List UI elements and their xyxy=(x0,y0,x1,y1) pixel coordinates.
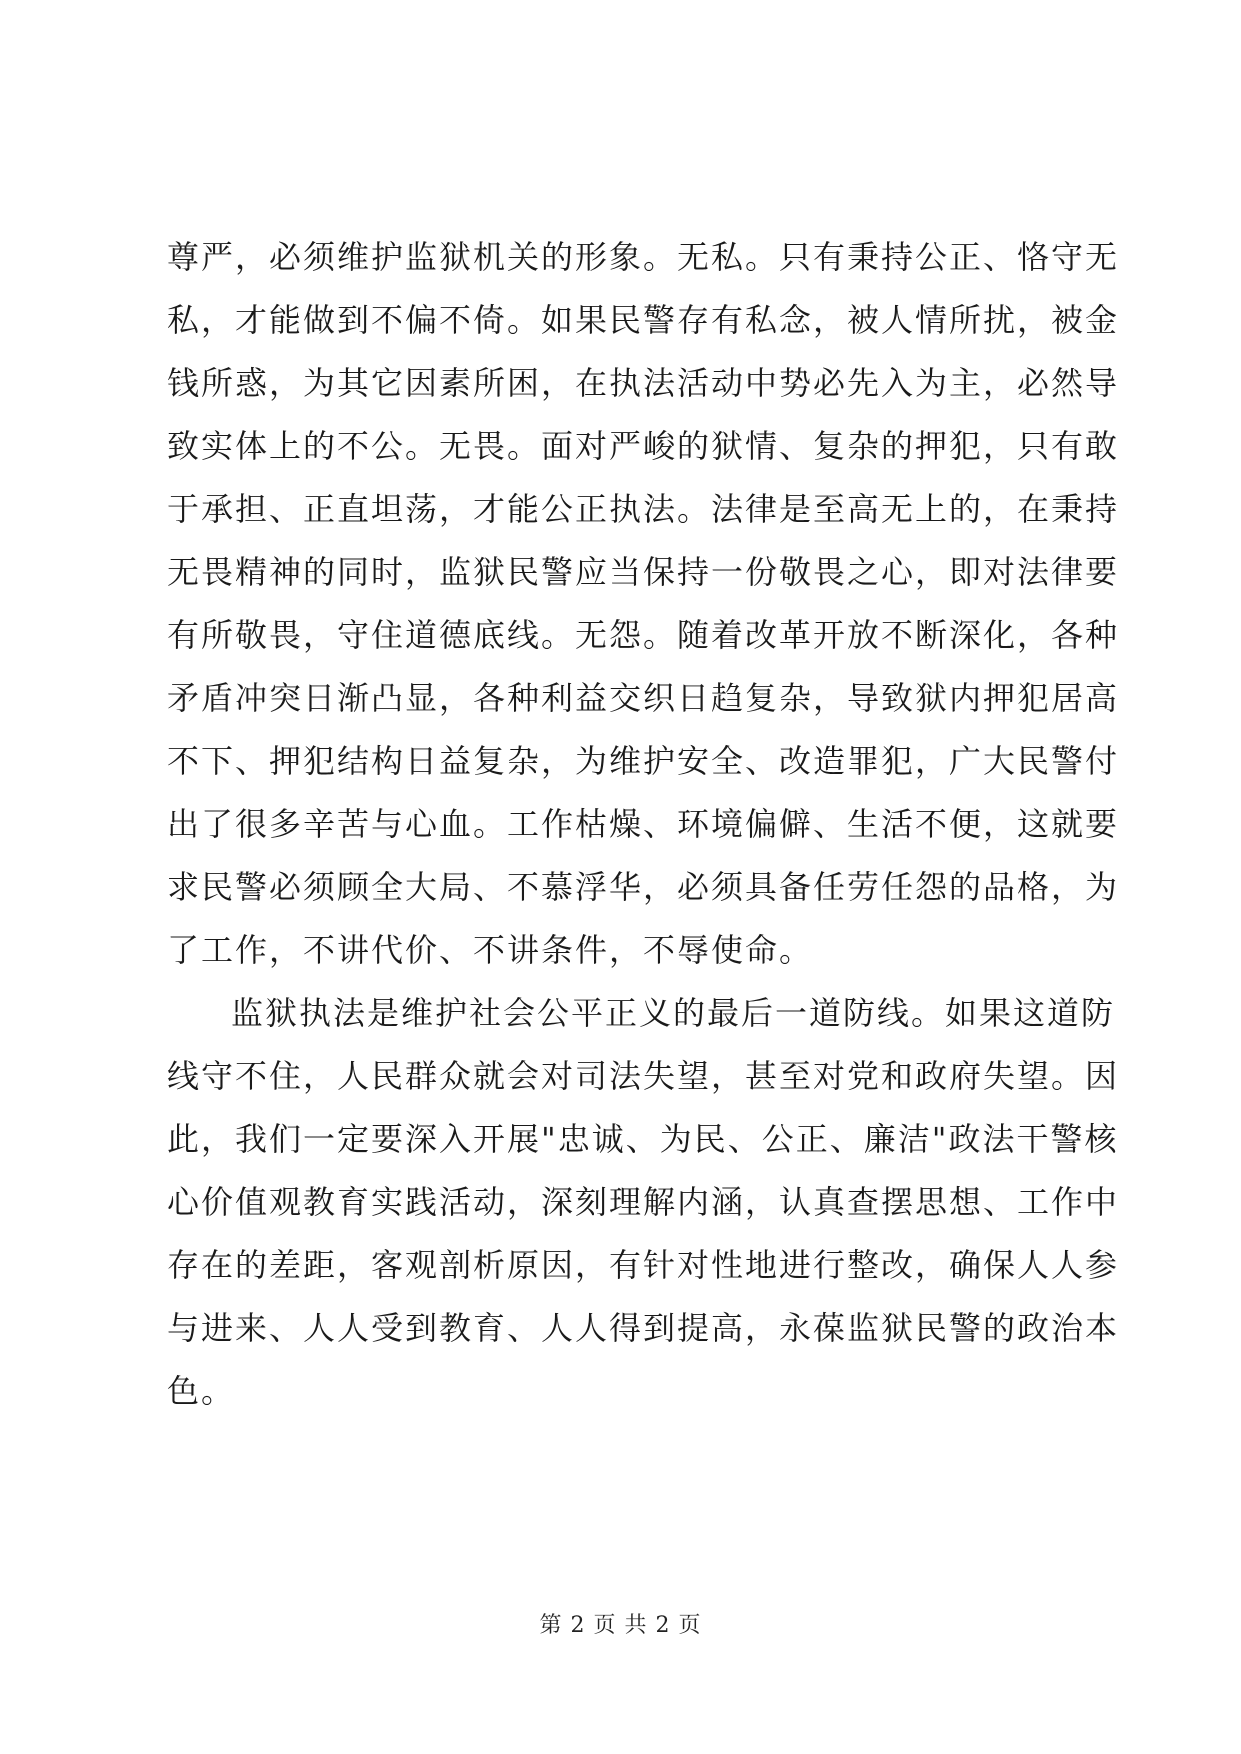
text-line: 钱所惑，为其它因素所困，在执法活动中势必先入为主，必然导 xyxy=(167,364,1120,402)
text-line: 致实体上的不公。无畏。面对严峻的狱情、复杂的押犯，只有敢 xyxy=(167,427,1120,465)
text-line: 了工作，不讲代价、不讲条件，不辱使命。 xyxy=(167,931,814,969)
text-line: 矛盾冲突日渐凸显，各种利益交织日趋复杂，导致狱内押犯居高 xyxy=(167,679,1120,717)
text-line: 此，我们一定要深入开展"忠诚、为民、公正、廉洁"政法干警核 xyxy=(167,1120,1119,1158)
paragraph-2 xyxy=(167,982,1120,1423)
paragraph-1 xyxy=(167,226,1120,982)
page-number-footer: 第 2 页 共 2 页 xyxy=(539,1613,702,1638)
text-line: 不下、押犯结构日益复杂，为维护安全、改造罪犯，广大民警付 xyxy=(167,742,1120,780)
text-line: 与进来、人人受到教育、人人得到提高，永葆监狱民警的政治本 xyxy=(167,1309,1120,1347)
text-line: 存在的差距，客观剖析原因，有针对性地进行整改，确保人人参 xyxy=(167,1246,1120,1284)
text-line: 私，才能做到不偏不倚。如果民警存有私念，被人情所扰，被金 xyxy=(167,301,1120,339)
document-body xyxy=(167,226,1120,1423)
text-line: 色。 xyxy=(167,1372,236,1410)
text-line: 尊严，必须维护监狱机关的形象。无私。只有秉持公正、恪守无 xyxy=(167,238,1120,276)
text-line: 于承担、正直坦荡，才能公正执法。法律是至高无上的，在秉持 xyxy=(167,490,1120,528)
text-line: 监狱执法是维护社会公平正义的最后一道防线。如果这道防 xyxy=(231,994,1116,1032)
text-line: 心价值观教育实践活动，深刻理解内涵，认真查摆思想、工作中 xyxy=(167,1183,1120,1221)
text-line: 线守不住，人民群众就会对司法失望，甚至对党和政府失望。因 xyxy=(167,1057,1120,1095)
text-line: 有所敬畏，守住道德底线。无怨。随着改革开放不断深化，各种 xyxy=(167,616,1120,654)
text-line: 求民警必须顾全大局、不慕浮华，必须具备任劳任怨的品格，为 xyxy=(167,868,1120,906)
text-line: 出了很多辛苦与心血。工作枯燥、环境偏僻、生活不便，这就要 xyxy=(167,805,1120,843)
text-line: 无畏精神的同时，监狱民警应当保持一份敬畏之心，即对法律要 xyxy=(167,553,1120,591)
